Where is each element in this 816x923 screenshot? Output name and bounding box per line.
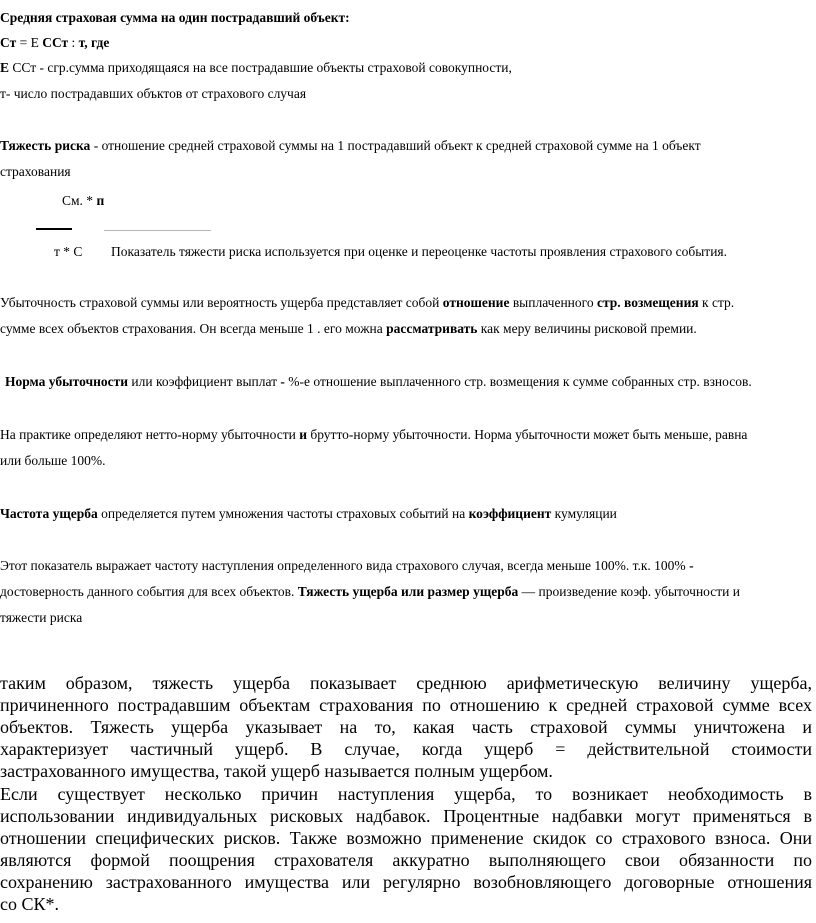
loss-ratio-line bbox=[0, 320, 697, 338]
fraction-underline bbox=[104, 230, 211, 231]
fraction-bar bbox=[36, 228, 72, 230]
numerator-text: См. * bbox=[62, 193, 97, 208]
body-line: использовании индивидуальных рисковых надбавок. Процентные надбавки могут применяться в bbox=[0, 806, 812, 826]
formula-part: : bbox=[68, 35, 79, 50]
text: брутто-норму убыточности. Норма убыточности может быть меньше, равна bbox=[306, 427, 748, 442]
text: выплаченного bbox=[509, 295, 597, 310]
risk-severity-line: страхования bbox=[0, 164, 71, 179]
term: Норма убыточности bbox=[5, 374, 129, 389]
bold-text: и bbox=[299, 427, 307, 442]
text: %-е отношение выплаченного стр. возмещения к сумме собранных стр. взносов. bbox=[284, 374, 752, 389]
formula-part: т, где bbox=[78, 35, 110, 50]
definition-symbol: Е bbox=[0, 60, 10, 75]
loss-ratio-line bbox=[0, 294, 734, 312]
loss-norm-line bbox=[5, 373, 752, 391]
risk-note: Показатель тяжести риска используется при оценке и переоценке частоты проявления страхового события. bbox=[111, 244, 728, 259]
body-line: причиненного пострадавшим объектам страхования по отношению к средней страховой сумме всех bbox=[0, 695, 812, 715]
definition-line: т- число пострадавших объктов от страхового случая bbox=[0, 86, 307, 101]
definition-line bbox=[0, 59, 512, 77]
indicator-line bbox=[0, 583, 740, 601]
text: кумуляции bbox=[551, 506, 617, 521]
dash: - bbox=[280, 374, 285, 389]
bold-text: рассматривать bbox=[386, 321, 478, 336]
text: Этот показатель выражает частоту наступления определенного вида страхового случая, всегда меньше 100%. т.к. 100% bbox=[0, 558, 690, 573]
body-line: сохранению застрахованного имущества или регулярно возобновляющего договорные отношения bbox=[0, 872, 812, 892]
text: сумме всех объектов страхования. Он всегда меньше 1 . его можна bbox=[0, 321, 387, 336]
bold-text: Тяжесть ущерба или размер ущерба bbox=[297, 584, 519, 599]
fraction-denominator: т * С bbox=[54, 244, 83, 259]
text: — произведение коэф. убыточности и bbox=[518, 584, 740, 599]
bold-text: коэффициент bbox=[468, 506, 552, 521]
avg-sum-title: Средняя страховая сумма на один пострадавший объект: bbox=[0, 10, 350, 25]
dash: - bbox=[90, 138, 102, 153]
text: как меру величины рисковой премии. bbox=[477, 321, 697, 336]
body-line: объектов. Тяжесть ущерба указывает на то, какая часть страховой суммы уничтожена и bbox=[0, 717, 812, 737]
practice-line bbox=[0, 426, 747, 444]
body-line: таким образом, тяжесть ущерба показывает среднюю арифметическую величину ущерба, bbox=[0, 673, 812, 693]
definition-text: отношение средней страховой суммы на 1 пострадавший объект к средней страховой сумме на 1 объект bbox=[101, 138, 701, 153]
fraction-numerator bbox=[62, 192, 104, 210]
risk-severity-line bbox=[0, 137, 701, 155]
body-line: со СК*. bbox=[0, 894, 60, 914]
text: Убыточность страховой суммы или вероятность ущерба представляет собой bbox=[0, 295, 443, 310]
text: или коэффициент выплат bbox=[128, 374, 281, 389]
damage-frequency-line bbox=[0, 505, 617, 523]
text: На практике определяют нетто-норму убыточности bbox=[0, 427, 300, 442]
dash: - bbox=[689, 558, 694, 573]
formula-line bbox=[0, 34, 109, 52]
text: достоверность данного события для всех объектов. bbox=[0, 584, 298, 599]
numerator-bold: п bbox=[96, 193, 105, 208]
indicator-line: тяжести риска bbox=[0, 610, 83, 625]
definition-text: ССт - сгр.сумма приходящаяся на все пострадавшие объекты страховой совокупности, bbox=[9, 60, 512, 75]
bold-text: стр. возмещения bbox=[596, 295, 699, 310]
formula-part: Ст bbox=[0, 35, 17, 50]
practice-line: или больше 100%. bbox=[0, 453, 106, 468]
text: определяется путем умножения частоты страховых событий на bbox=[97, 506, 469, 521]
body-line: отношении специфических рисков. Также возможно применение скидок со страхового взноса. Они bbox=[0, 828, 812, 848]
term: Тяжесть риска bbox=[0, 138, 91, 153]
body-line: Если существует несколько причин наступления ущерба, то возникает необходимость в bbox=[0, 784, 812, 804]
body-line: застрахованного имущества, такой ущерб называется полным ущербом. bbox=[0, 761, 553, 781]
bold-text: отношение bbox=[442, 295, 510, 310]
body-line: характеризует частичный ущерб. В случае, когда ущерб = действительной стоимости bbox=[0, 739, 812, 759]
formula-part: = Е bbox=[16, 35, 43, 50]
term: Частота ущерба bbox=[0, 506, 98, 521]
indicator-line bbox=[0, 557, 694, 575]
body-line: являются формой поощрения страхователя аккуратно выполняющего свои обязанности по bbox=[0, 850, 812, 870]
text: к стр. bbox=[698, 295, 735, 310]
formula-part: ССт bbox=[42, 35, 69, 50]
